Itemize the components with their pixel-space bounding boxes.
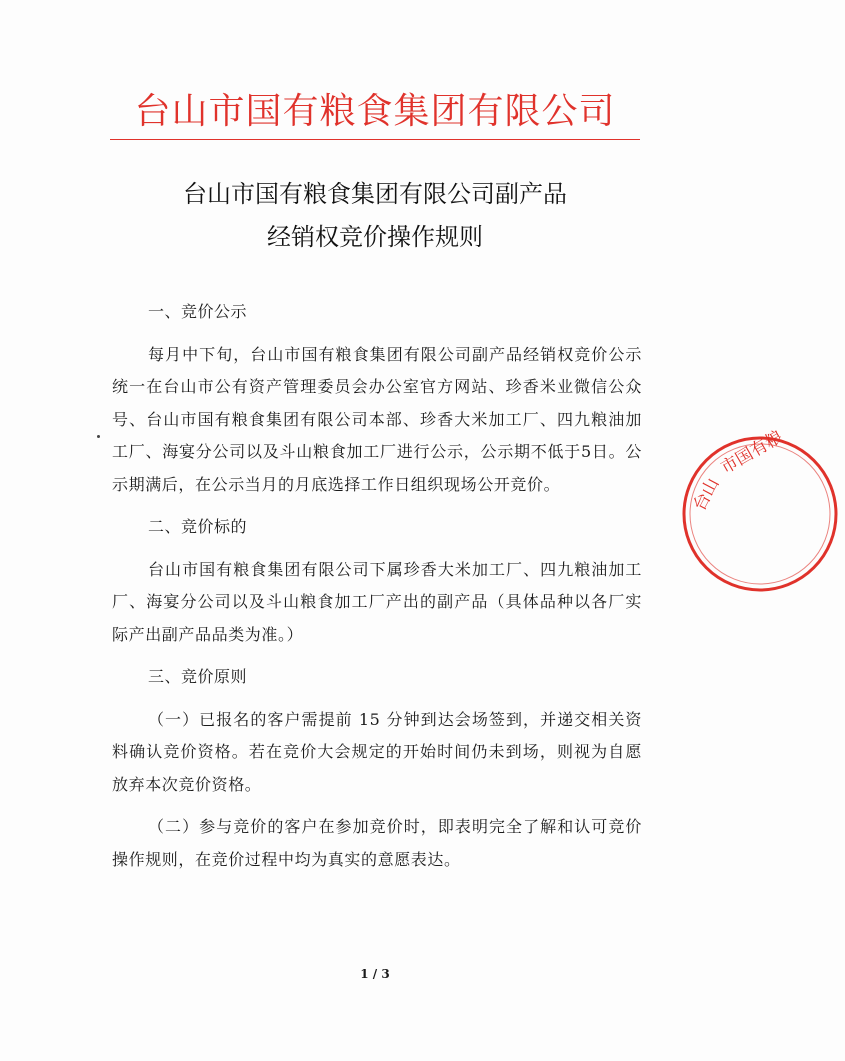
section-3-paragraph-2: （二）参与竞价的客户在参加竞价时，即表明完全了解和认可竞价操作规则，在竞价过程中均为真实的意愿表达。 <box>112 817 642 869</box>
seal-stamp-icon <box>675 427 845 597</box>
svg-text:市国有粮: 市国有粮 <box>717 427 787 479</box>
section-heading-2: 二、竞价标的 <box>148 517 248 536</box>
section-1-paragraph: 每月中下旬，台山市国有粮食集团有限公司副产品经销权竞价公示统一在台山市公有资产管理委员会办公室官方网站、珍香米业微信公众号、台山市国有粮食集团有限公司本部、珍香大米加工厂、四九粮油加工厂、海宴分公司以及斗山粮食加工厂进行公示，公示期不低于5日。公示期满后，在公示当月的月底选择工作日组织现场公开竞价。 <box>112 344 642 494</box>
document-title-line-2: 经销权竞价操作规则 <box>267 223 483 251</box>
letterhead-title: 台山市国有粮食集团有限公司 <box>134 91 616 132</box>
page-number: 1 / 3 <box>360 967 390 981</box>
stray-mark <box>97 435 100 438</box>
document-title-line-1: 台山市国有粮食集团有限公司副产品 <box>183 180 567 208</box>
company-seal <box>675 427 787 597</box>
svg-text:台山: 台山 <box>689 474 724 515</box>
section-heading-3: 三、竞价原则 <box>148 667 248 686</box>
section-3-paragraph-1: （一）已报名的客户需提前 15 分钟到达会场签到，并递交相关资料确认竞价资格。若在竞价大会规定的开始时间仍未到场，则视为自愿放弃本次竞价资格。 <box>112 709 642 794</box>
letterhead-rule <box>110 139 640 140</box>
section-heading-1: 一、竞价公示 <box>148 302 248 321</box>
section-2-paragraph: 台山市国有粮食集团有限公司下属珍香大米加工厂、四九粮油加工厂、海宴分公司以及斗山粮食加工厂产出的副产品（具体品种以各厂实际产出副产品品类为准。） <box>112 559 642 644</box>
document-body <box>112 296 642 886</box>
